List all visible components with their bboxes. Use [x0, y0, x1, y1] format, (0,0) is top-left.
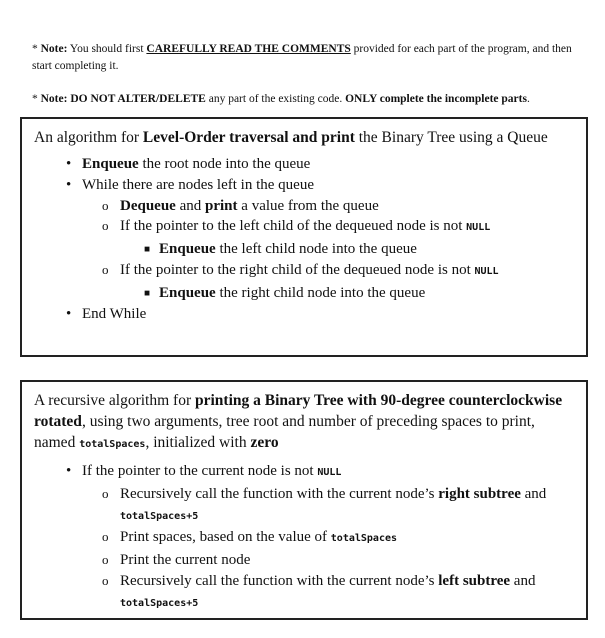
list-item: [34, 260, 574, 283]
item-text: If the pointer to the left child of the dequeued node is not: [120, 218, 467, 235]
list-item: [34, 175, 574, 196]
item-text: and: [520, 485, 547, 502]
list-item: [34, 304, 574, 325]
item-code: NULL: [466, 222, 491, 234]
item-text: End While: [82, 305, 147, 322]
bullet-icon: •: [66, 463, 72, 479]
bullet-icon: •: [66, 176, 72, 193]
item-text: Print the current node: [120, 552, 251, 569]
item-text: the root node into the queue: [138, 156, 311, 172]
bullet-icon: •: [66, 156, 72, 172]
list-item: [34, 550, 574, 571]
list-item: [34, 484, 574, 528]
item-code: NULL: [474, 265, 499, 277]
intro-text: , initialized with: [145, 434, 251, 451]
note-bold: ONLY complete the incomplete parts: [345, 93, 527, 105]
bullet-icon: ■: [144, 287, 151, 299]
bullet-icon: o: [102, 218, 109, 234]
intro-text: An algorithm for: [34, 129, 143, 146]
item-code: totalSpaces: [330, 533, 398, 545]
item-bold: print: [205, 197, 238, 214]
note-text: You should first: [67, 43, 147, 55]
bullet-icon: o: [102, 261, 109, 277]
item-bold: Enqueue: [82, 156, 139, 172]
bullet-icon: o: [102, 197, 109, 213]
note-comments: [32, 41, 582, 75]
note-colon: :: [63, 43, 68, 55]
bullet-icon: o: [102, 485, 109, 501]
level-order-box: [20, 117, 588, 357]
intro-bold: zero: [250, 434, 279, 451]
note-bold: DO NOT ALTER/DELETE: [70, 93, 206, 105]
note-do-not-alter: [32, 91, 582, 108]
bullet-icon: •: [66, 305, 72, 322]
note-colon: :: [63, 93, 68, 105]
level-order-steps: [34, 154, 574, 324]
intro-text: , using two arguments, tree root and number of preceding spaces to print, named: [34, 413, 535, 451]
item-text: and: [175, 197, 206, 214]
item-bold: right subtree: [438, 485, 521, 502]
item-code: totalSpaces+5: [120, 510, 199, 522]
item-text: the left child node into the queue: [215, 241, 417, 258]
bullet-icon: o: [102, 572, 109, 588]
item-bold: Enqueue: [159, 241, 216, 258]
list-item: [34, 283, 574, 304]
bullet-icon: ■: [144, 244, 151, 256]
rotated-print-steps: [34, 461, 574, 615]
item-bold: Dequeue: [120, 197, 176, 214]
list-item: [34, 154, 574, 175]
intro-text: the Binary Tree using a Queue: [354, 129, 548, 146]
list-item: [34, 216, 574, 239]
note-label: Note: [40, 93, 64, 105]
note-emphasis: CAREFULLY READ THE COMMENTS: [146, 43, 351, 55]
list-item: [34, 571, 574, 615]
list-item: [34, 527, 574, 550]
level-order-intro: [34, 127, 574, 148]
note-text: .: [526, 93, 530, 105]
item-text: Recursively call the function with the current node’s: [120, 485, 439, 502]
intro-text: A recursive algorithm for: [34, 392, 195, 409]
item-text: If the pointer to the right child of the dequeued node is not: [120, 261, 475, 278]
item-text: Print spaces, based on the value of: [120, 529, 331, 546]
note-star: *: [32, 93, 38, 105]
rotated-print-intro: [34, 390, 574, 455]
item-text: and: [510, 572, 536, 589]
bullet-icon: o: [102, 552, 109, 568]
intro-bold: Level-Order traversal and print: [142, 129, 355, 146]
item-text: Recursively call the function with the current node’s: [120, 572, 439, 589]
intro-code: totalSpaces: [79, 439, 146, 450]
note-star: *: [32, 43, 38, 55]
bullet-icon: o: [102, 529, 109, 545]
item-code: totalSpaces+5: [120, 597, 199, 609]
item-code: NULL: [317, 467, 342, 478]
item-text: the right child node into the queue: [215, 284, 426, 301]
list-item: [34, 239, 574, 260]
note-label: Note: [40, 43, 64, 55]
note-text: provided for each part of the program, and then start completing it.: [32, 43, 572, 72]
note-text: any part of the existing code.: [205, 93, 346, 105]
item-text: If the pointer to the current node is not: [82, 463, 318, 479]
item-text: While there are nodes left in the queue: [82, 176, 314, 193]
item-bold: Enqueue: [159, 284, 216, 301]
item-text: a value from the queue: [237, 197, 379, 214]
item-bold: left subtree: [438, 572, 511, 589]
rotated-print-box: [20, 380, 588, 620]
list-item: [34, 196, 574, 217]
list-item: [34, 461, 574, 484]
intro-bold: printing a Binary Tree with 90-degree counterclockwise rotated: [34, 392, 563, 430]
